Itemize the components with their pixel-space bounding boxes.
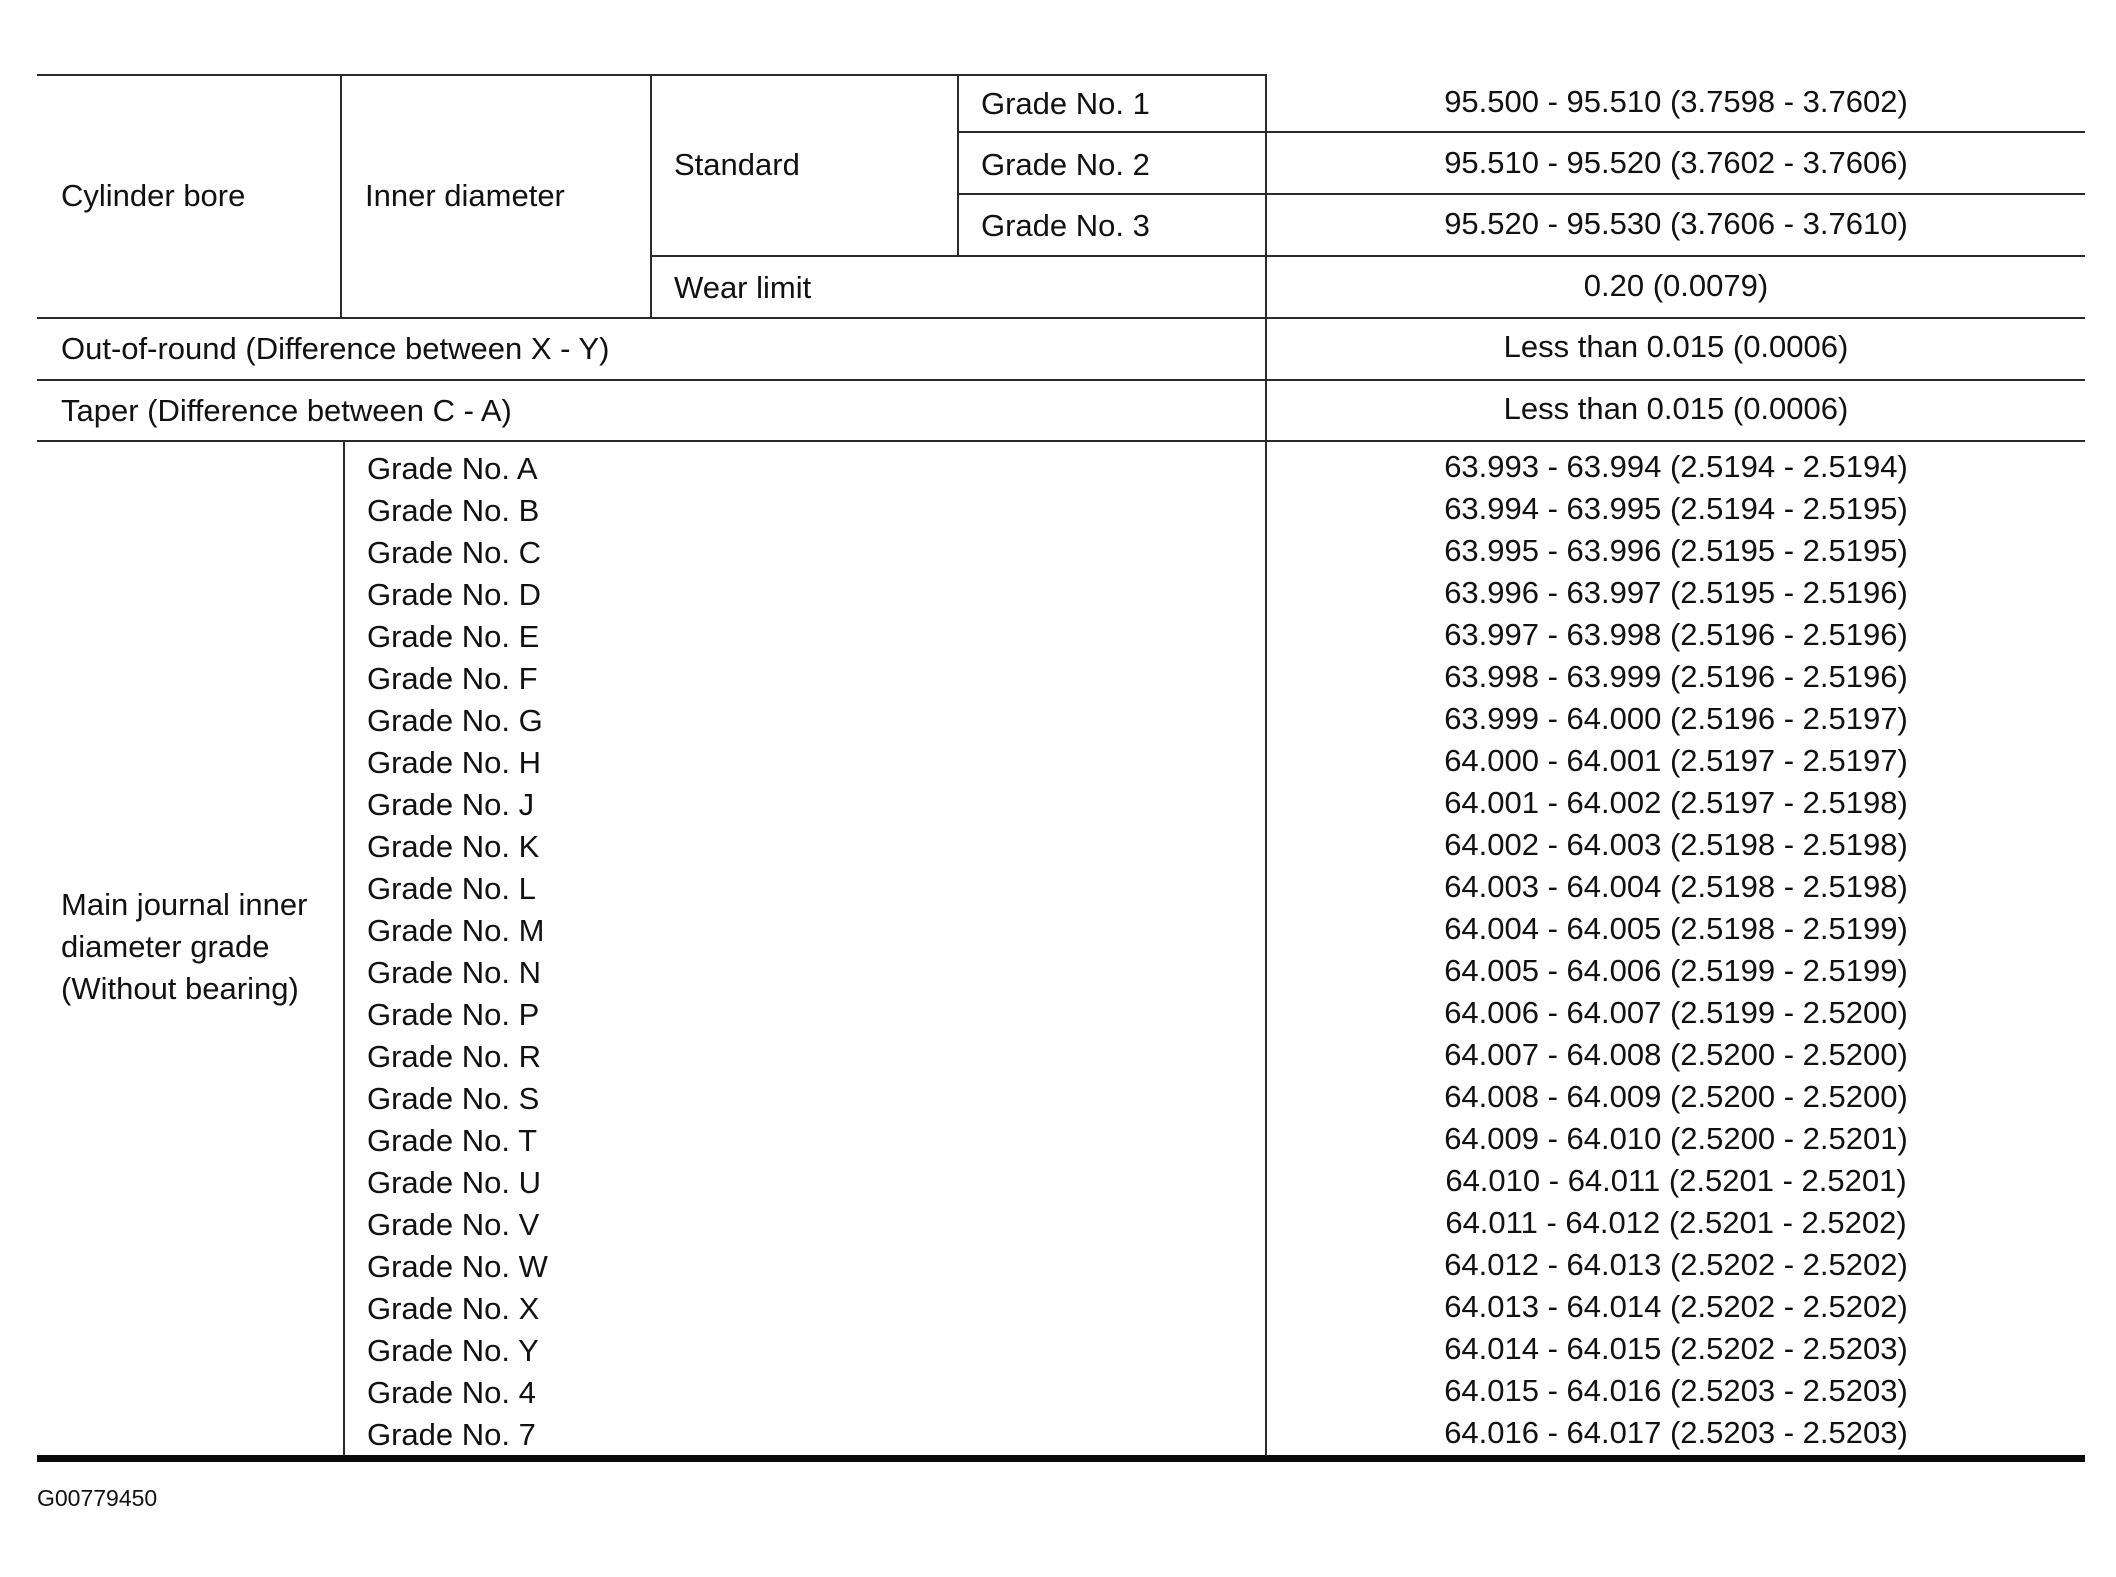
list-item: Grade No. S	[367, 1081, 540, 1116]
list-item: Grade No. E	[367, 619, 540, 654]
list-item: 64.016 - 64.017 (2.5203 - 2.5203)	[1444, 1415, 1908, 1450]
list-item: 64.014 - 64.015 (2.5202 - 2.5203)	[1444, 1331, 1908, 1366]
column-divider	[650, 74, 652, 317]
list-item: 64.004 - 64.005 (2.5198 - 2.5199)	[1444, 911, 1908, 946]
cylinder-bore-label: Cylinder bore	[61, 178, 246, 213]
main-journal-label-line: diameter grade	[61, 929, 270, 964]
row-divider	[37, 317, 2085, 319]
list-item: Grade No. R	[367, 1039, 542, 1074]
list-item: Grade No. U	[367, 1165, 542, 1200]
list-item: 64.001 - 64.002 (2.5197 - 2.5198)	[1444, 785, 1908, 820]
list-item: Grade No. L	[367, 871, 536, 906]
column-divider	[957, 74, 959, 255]
list-item: Grade No. F	[367, 661, 538, 696]
grade-label: Grade No. 2	[981, 147, 1150, 182]
grade-label: Grade No. 3	[981, 208, 1150, 243]
list-item: Grade No. C	[367, 535, 542, 570]
list-item: Grade No. J	[367, 787, 535, 822]
list-item: Grade No. X	[367, 1291, 540, 1326]
grade-value: 95.510 - 95.520 (3.7602 - 3.7606)	[1444, 145, 1908, 180]
list-item: Grade No. P	[367, 997, 540, 1032]
list-item: 63.996 - 63.997 (2.5195 - 2.5196)	[1444, 575, 1908, 610]
row-divider	[37, 379, 2085, 381]
list-item: Grade No. 7	[367, 1417, 536, 1452]
list-item: 64.015 - 64.016 (2.5203 - 2.5203)	[1444, 1373, 1908, 1408]
list-item: Grade No. W	[367, 1249, 548, 1284]
list-item: 64.011 - 64.012 (2.5201 - 2.5202)	[1445, 1205, 1907, 1240]
out-of-round-value: Less than 0.015 (0.0006)	[1503, 329, 1849, 364]
spec-table	[37, 74, 2085, 1464]
list-item: 64.009 - 64.010 (2.5200 - 2.5201)	[1444, 1121, 1908, 1156]
list-item: 63.998 - 63.999 (2.5196 - 2.5196)	[1444, 659, 1908, 694]
out-of-round-label: Out-of-round (Difference between X - Y)	[61, 331, 610, 366]
list-item: Grade No. N	[367, 955, 542, 990]
list-item: 63.993 - 63.994 (2.5194 - 2.5194)	[1444, 449, 1908, 484]
list-item: Grade No. Y	[367, 1333, 539, 1368]
column-divider	[340, 74, 342, 317]
wear-limit-label: Wear limit	[674, 270, 812, 305]
row-divider	[957, 193, 2085, 195]
list-item: 63.994 - 63.995 (2.5194 - 2.5195)	[1444, 491, 1908, 526]
list-item: 64.002 - 64.003 (2.5198 - 2.5198)	[1444, 827, 1908, 862]
row-divider	[957, 131, 2085, 133]
main-journal-grade-list	[367, 448, 967, 1456]
list-item: Grade No. 4	[367, 1375, 536, 1410]
taper-value: Less than 0.015 (0.0006)	[1503, 391, 1849, 426]
standard-label: Standard	[674, 147, 800, 182]
wear-limit-value: 0.20 (0.0079)	[1583, 268, 1769, 303]
list-item: Grade No. T	[367, 1123, 538, 1158]
column-divider	[343, 440, 345, 1456]
list-item: Grade No. K	[367, 829, 540, 864]
main-journal-label-line: Main journal inner	[61, 887, 308, 922]
list-item: Grade No. A	[367, 451, 538, 486]
list-item: Grade No. M	[367, 913, 545, 948]
list-item: Grade No. H	[367, 745, 542, 780]
list-item: 64.000 - 64.001 (2.5197 - 2.5197)	[1444, 743, 1908, 778]
inner-diameter-label: Inner diameter	[365, 178, 565, 213]
grade-value: 95.520 - 95.530 (3.7606 - 3.7610)	[1444, 206, 1908, 241]
figure-id: G00779450	[37, 1485, 158, 1511]
list-item: 64.003 - 64.004 (2.5198 - 2.5198)	[1444, 869, 1908, 904]
list-item: 64.008 - 64.009 (2.5200 - 2.5200)	[1444, 1079, 1908, 1114]
list-item: 64.007 - 64.008 (2.5200 - 2.5200)	[1444, 1037, 1908, 1072]
list-item: 64.012 - 64.013 (2.5202 - 2.5202)	[1444, 1247, 1908, 1282]
list-item: 63.997 - 63.998 (2.5196 - 2.5196)	[1444, 617, 1908, 652]
list-item: 64.005 - 64.006 (2.5199 - 2.5199)	[1444, 953, 1908, 988]
list-item: 64.010 - 64.011 (2.5201 - 2.5201)	[1445, 1163, 1907, 1198]
list-item: Grade No. G	[367, 703, 543, 738]
list-item: 63.999 - 64.000 (2.5196 - 2.5197)	[1444, 701, 1908, 736]
list-item: Grade No. B	[367, 493, 540, 528]
row-divider	[650, 255, 2085, 257]
grade-label: Grade No. 1	[981, 86, 1150, 121]
list-item: 64.013 - 64.014 (2.5202 - 2.5202)	[1444, 1289, 1908, 1324]
grade-value: 95.500 - 95.510 (3.7598 - 3.7602)	[1444, 84, 1908, 119]
main-journal-value-list	[1267, 446, 2085, 1454]
table-top-border	[37, 74, 1267, 76]
main-journal-label	[61, 884, 307, 1010]
list-item: 64.006 - 64.007 (2.5199 - 2.5200)	[1444, 995, 1908, 1030]
taper-label: Taper (Difference between C - A)	[61, 393, 512, 428]
list-item: Grade No. V	[367, 1207, 540, 1242]
list-item: Grade No. D	[367, 577, 542, 612]
list-item: 63.995 - 63.996 (2.5195 - 2.5195)	[1444, 533, 1908, 568]
table-bottom-border	[37, 1455, 2085, 1462]
main-journal-label-line: (Without bearing)	[61, 971, 299, 1006]
